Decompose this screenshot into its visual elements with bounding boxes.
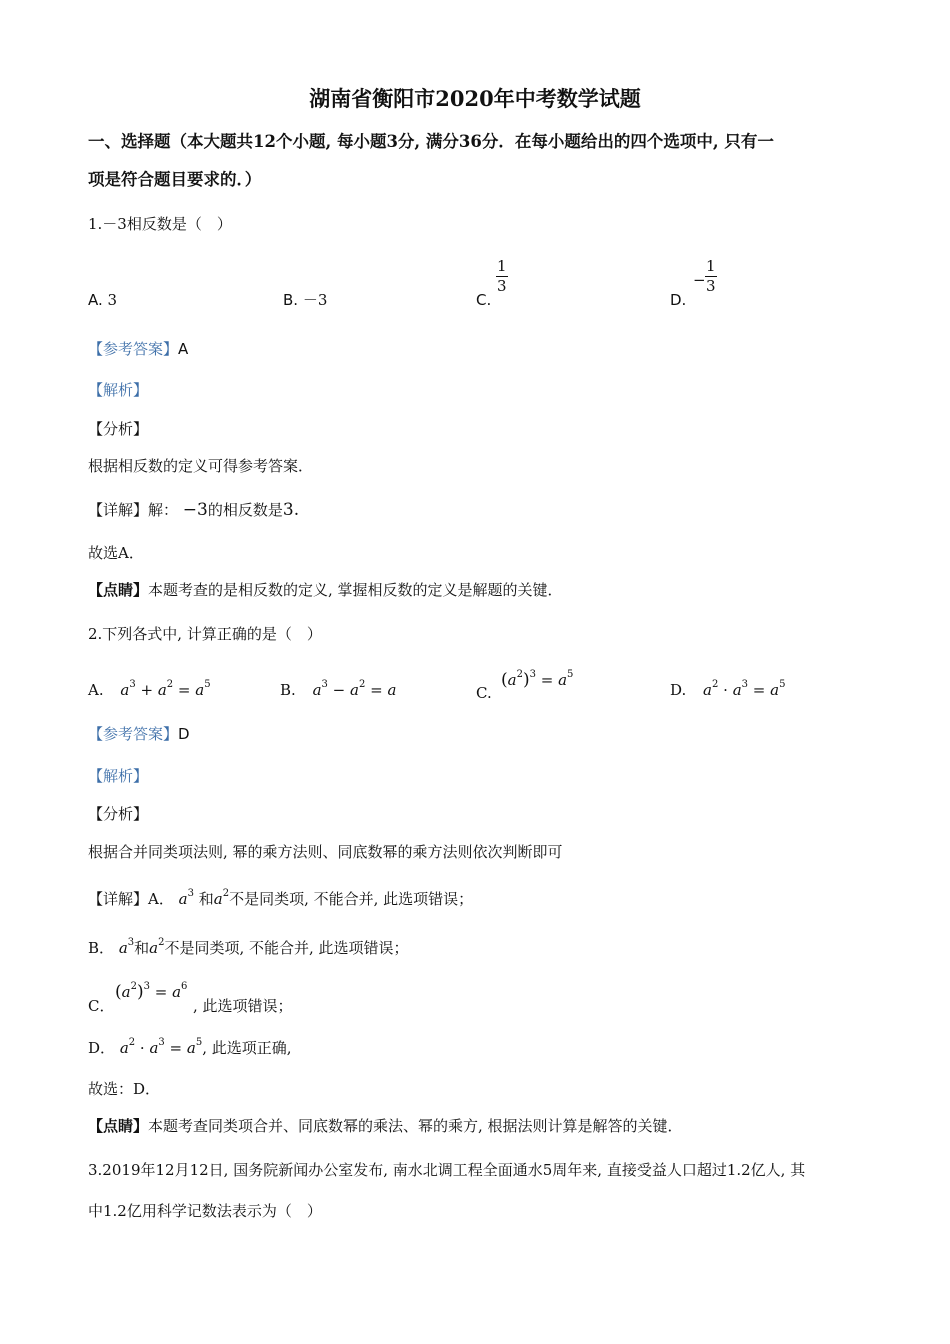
detail-value: −3	[182, 500, 208, 520]
option-b-formula: $a^3 - a^2 = a$	[312, 679, 397, 699]
fraction-numerator: 1	[497, 257, 507, 275]
section-heading-line1: 一、选择题（本大题共12个小题, 每小题3分, 满分36分．在每小题给出的四个选项中, 只有一	[88, 132, 774, 151]
detail-a-math2: $a^2$	[213, 888, 230, 908]
fraction-denominator: 3	[706, 277, 716, 295]
q2-detail-c-text: , 此选项错误；	[193, 997, 293, 1015]
detail-d-label: D．	[88, 1039, 116, 1057]
fraction-numerator: 1	[706, 257, 716, 275]
section-heading-line2: 项是符合题目要求的．）	[88, 170, 262, 189]
q2-answer	[88, 724, 190, 744]
q2-option-c	[476, 683, 492, 703]
detail-d-text: , 此选项正确,	[202, 1039, 292, 1057]
q2-dianjing	[88, 1116, 683, 1136]
q2-fenxi-label: 【分析】	[88, 805, 149, 823]
q2-stem: 2.下列各式中, 计算正确的是（ ）	[88, 625, 322, 643]
option-letter: B.	[280, 681, 296, 699]
q2-fenxi-text: 根据合并同类项法则, 幂的乘方法则、同底数幂的乘方法则依次判断即可	[88, 843, 563, 861]
detail-b-label: B．	[88, 939, 115, 957]
q1-dianjing	[88, 580, 563, 600]
q1-option-a	[88, 290, 117, 310]
q2-detail-c	[88, 996, 114, 1016]
detail-d-formula: $a^2 \cdot a^3 = a^5$	[119, 1037, 203, 1057]
detail-c-label: C．	[88, 997, 115, 1015]
q3-stem-line2: 中1.2亿用科学记数法表示为（ ）	[88, 1202, 322, 1220]
detail-b-math2: $a^2$	[149, 937, 165, 957]
q1-option-d-fraction	[705, 259, 717, 294]
answer-value: A	[178, 340, 189, 358]
fraction-denominator: 3	[497, 277, 507, 295]
detail-a-text: 不是同类项, 不能合并, 此选项错误；	[229, 890, 474, 908]
option-text: 3	[107, 291, 118, 309]
q1-option-d	[670, 290, 686, 310]
option-letter: A.	[88, 291, 103, 309]
detail-label: 【详解】A．	[88, 890, 174, 908]
option-letter: B.	[283, 291, 299, 309]
detail-a-math1: $a^3$	[178, 888, 194, 908]
option-d-formula: $a^2 \cdot a^3 = a^5$	[703, 679, 786, 699]
answer-label: 【参考答案】	[88, 725, 179, 743]
option-letter: D.	[670, 291, 687, 309]
answer-label: 【参考答案】	[88, 340, 179, 358]
detail-b-and: 和	[134, 939, 150, 957]
detail-b-text: 不是同类项, 不能合并, 此选项错误；	[164, 939, 409, 957]
option-text: －3	[302, 291, 328, 309]
detail-mid: 的相反数是	[207, 501, 283, 519]
q2-option-b	[280, 680, 396, 700]
detail-label: 【详解】解：	[88, 501, 179, 519]
q1-detail	[88, 500, 299, 520]
q2-detail-d	[88, 1038, 292, 1058]
q1-jiexi-label: 【解析】	[88, 381, 149, 399]
q1-choose: 故选A．	[88, 544, 144, 562]
q1-fenxi-label: 【分析】	[88, 420, 149, 438]
q1-fenxi-text: 根据相反数的定义可得参考答案．	[88, 457, 314, 475]
q1-option-c	[476, 290, 491, 310]
q2-detail-b	[88, 938, 409, 958]
answer-value: D	[178, 725, 190, 743]
q1-option-d-sign: −	[693, 271, 706, 289]
option-a-formula: $a^3 + a^2 = a^5$	[120, 679, 211, 699]
dianjing-label: 【点睛】	[88, 1117, 149, 1135]
detail-b-math1: $a^3$	[118, 937, 135, 957]
q1-stem: 1.－3相反数是（ ）	[88, 215, 232, 233]
detail-a-and: 和	[198, 890, 214, 908]
q1-option-b	[283, 290, 327, 310]
detail-result: 3.	[282, 500, 300, 520]
option-letter: A.	[88, 681, 104, 699]
q2-jiexi-label: 【解析】	[88, 767, 149, 785]
q2-choose: 故选：D．	[88, 1080, 161, 1098]
q1-answer	[88, 339, 188, 359]
option-letter: C.	[476, 291, 492, 309]
dianjing-label: 【点睛】	[88, 581, 149, 599]
q3-stem-line1: 3.2019年12月12日, 国务院新闻办公室发布, 南水北调工程全面通水5周年来, 直接受益人口超过1.2亿人, 其	[88, 1161, 806, 1179]
page-title: 湖南省衡阳市2020年中考数学试题	[309, 86, 641, 111]
q2-detail-c-formula: $(a^2)^3 = a^6$	[115, 981, 188, 1002]
q2-option-a	[88, 680, 211, 700]
q1-option-c-fraction	[496, 259, 508, 294]
q2-option-c-formula: $(a^2)^3 = a^5$	[501, 669, 574, 690]
dianjing-text: 本题考查的是相反数的定义, 掌握相反数的定义是解题的关键．	[148, 581, 563, 599]
dianjing-text: 本题考查同类项合并、同底数幂的乘法、幂的乘方, 根据法则计算是解答的关键．	[148, 1117, 683, 1135]
q2-option-d	[670, 680, 785, 700]
option-letter: D.	[670, 681, 687, 699]
option-letter: C.	[476, 684, 492, 702]
q2-detail-a	[88, 889, 473, 909]
